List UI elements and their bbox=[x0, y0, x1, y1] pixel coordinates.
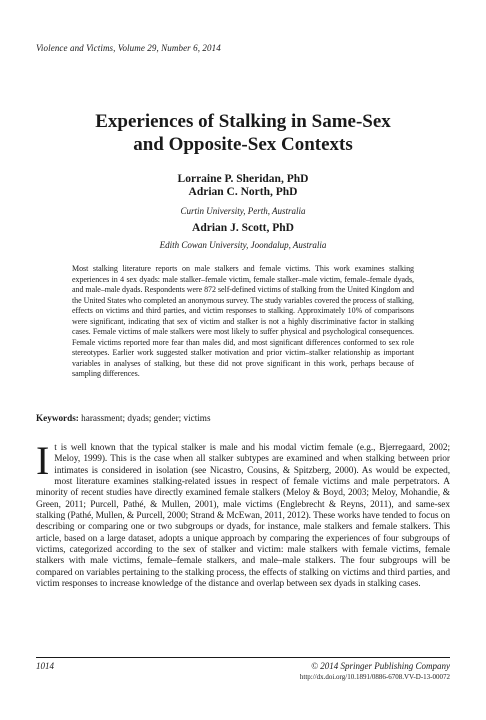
keywords bbox=[36, 413, 450, 424]
doi-link[interactable]: http://dx.doi.org/10.1891/0886-6708.VV-D-13-00072 bbox=[299, 673, 450, 681]
footer-divider bbox=[36, 657, 450, 658]
affiliation-curtin: Curtin University, Perth, Australia bbox=[180, 206, 306, 216]
title-line-2: and Opposite-Sex Contexts bbox=[133, 134, 353, 155]
keywords-list: harassment; dyads; gender; victims bbox=[78, 413, 211, 423]
abstract: Most stalking literature reports on male stalkers and female victims. This work examines stalking experiences in 4 sex dyads: male stalker–female victim, female stalker–male victim, female–female dyads, and male–male dyads. Respondents were 872 self-defined victims of stalking from the United Kingdom and the United States who completed an anonymous survey. The study variables covered the process of stalking, effects on victims and third parties, and victim responses to stalking. Approximately 10% of comparisons were significant, indicating that sex of victim and stalker is not a highly discriminative factor in stalking cases. Female victims of male stalkers were most likely to suffer physical and psychological consequences. Female victims reported more fear than males did, and most significant differences conformed to sex role stereotypes. Earlier work suggested stalker motivation and prior victim–stalker relationship as important variables in analyses of stalking, but these did not prove significant in this work, perhaps because of sampling differences. bbox=[72, 264, 414, 378]
author-scott: Adrian J. Scott, PhD bbox=[192, 222, 294, 234]
paper-title bbox=[36, 110, 450, 156]
page-number: 1014 bbox=[36, 661, 54, 671]
affiliation-edith-cowan: Edith Cowan University, Joondalup, Australia bbox=[159, 240, 327, 250]
author-sheridan: Lorraine P. Sheridan, PhD bbox=[177, 173, 309, 185]
keywords-label: Keywords: bbox=[36, 413, 79, 423]
journal-citation: Violence and Victims, Volume 29, Number 6, 2014 bbox=[36, 43, 221, 53]
title-line-1: Experiences of Stalking in Same-Sex bbox=[95, 111, 391, 132]
body-paragraph bbox=[36, 438, 450, 590]
drop-cap: I bbox=[36, 438, 50, 483]
author-north: Adrian C. North, PhD bbox=[188, 186, 298, 198]
body-text: t is well known that the typical stalker is male and his modal victim female (e.g., Bjerregaard, 2002; Meloy, 1999). This is the case when all stalker subtypes are examined and when stalking between prior intimates is considered in isolation (see Nicastro, Cousins, & Spitzberg, 2000). As would be expected, most literature examines stalking-related issues in respect of female victims and male perpetrators. A minority of recent studies have directly examined female stalkers (Meloy & Boyd, 2003; Meloy, Mohandie, & Green, 2011; Purcell, Pathé, & Mullen, 2001), male victims (Englebrecht & Reyns, 2011), and same-sex stalking (Pathé, Mullen, & Purcell, 2000; Strand & McEwan, 2011, 2012). These works have tended to focus on describing or comparing one or two subgroups or dyads, for instance, male stalkers and female stalkers. This article, based on a large dataset, adopts a unique approach by comparing the experiences of four subgroups of victims, categorized according to the sex of stalker and victim: male stalkers with female victims, female stalkers with male victims, female–female stalkers, and male–male stalkers. The four subgroups will be compared on variables pertaining to the stalking process, the effects of stalking on victims and third parties, and victim responses to increase knowledge of the distance and overlap between sex dyads in stalking cases. bbox=[36, 443, 450, 590]
copyright-notice: © 2014 Springer Publishing Company bbox=[311, 661, 450, 671]
